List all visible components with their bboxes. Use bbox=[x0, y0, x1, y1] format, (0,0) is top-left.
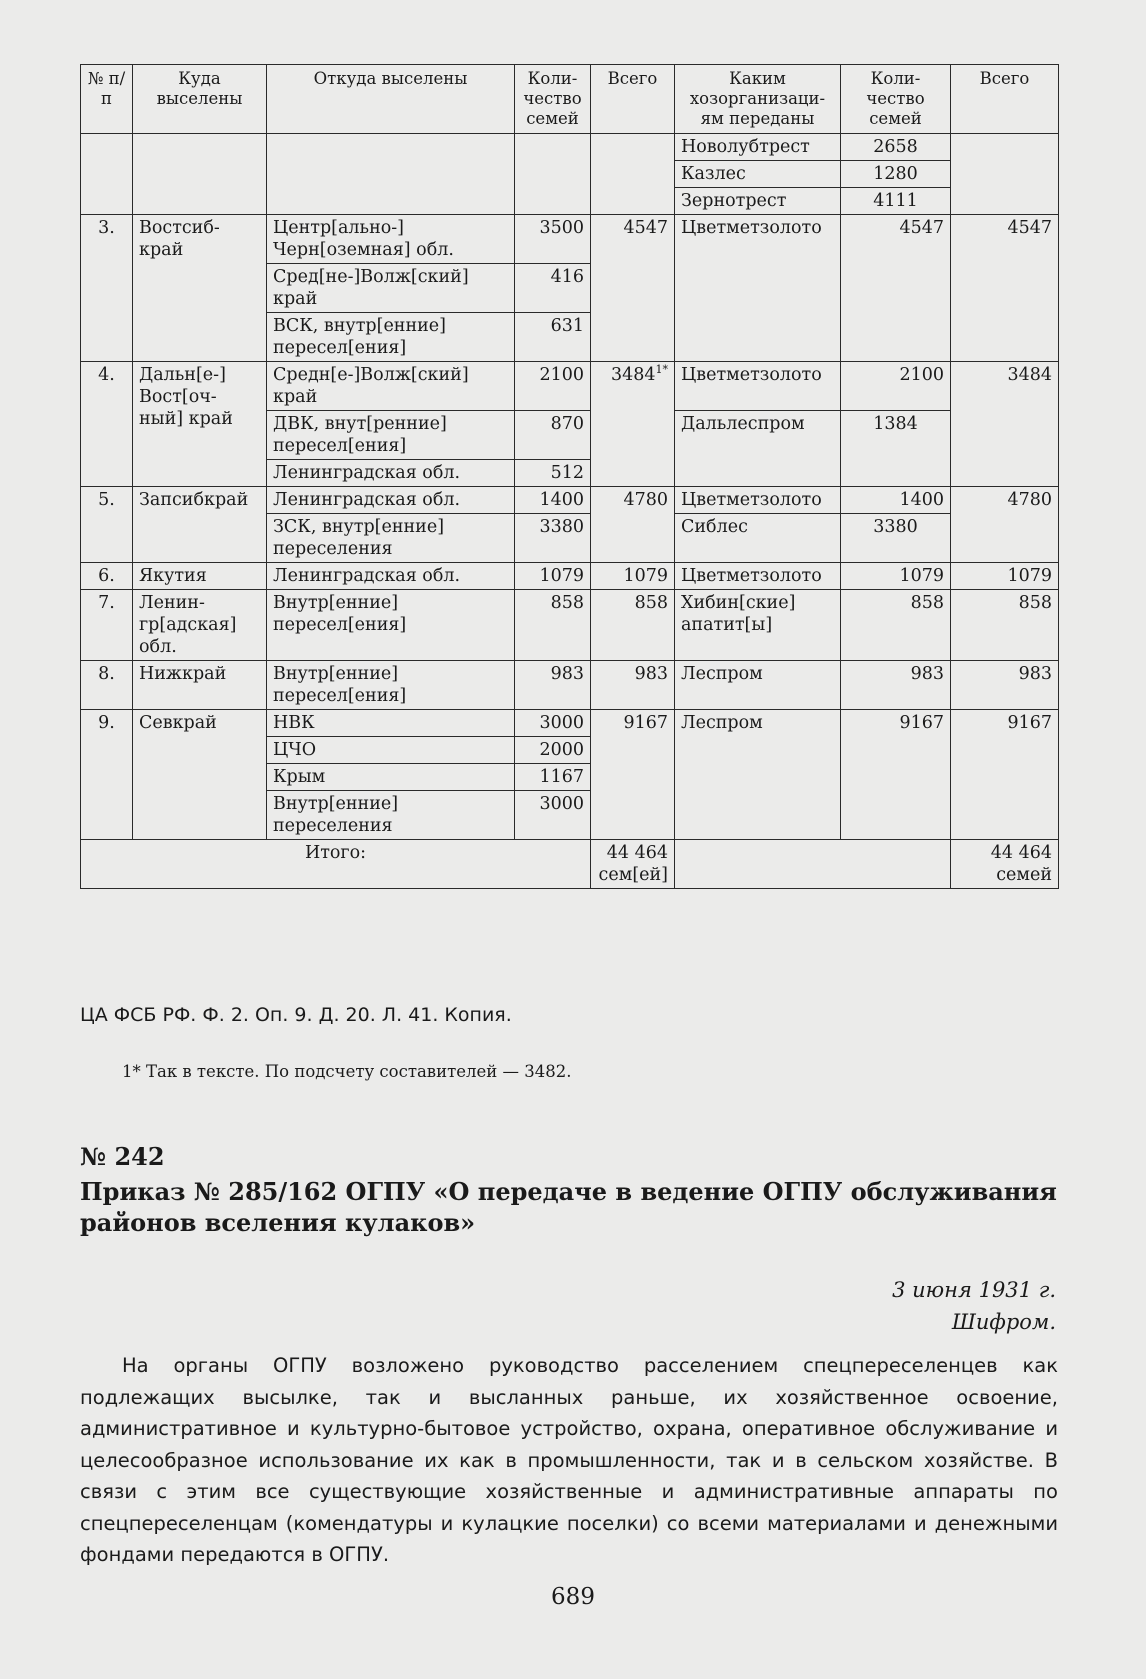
table-cell: 3380 bbox=[515, 514, 591, 563]
document-date: 3 июня 1931 г. bbox=[892, 1278, 1056, 1302]
table-cell: ВСК, внутр[енние] пересел[ения] bbox=[267, 313, 515, 362]
table-cell: 3380 bbox=[841, 514, 951, 563]
table-row bbox=[81, 487, 1059, 514]
table-cell: 2000 bbox=[515, 737, 591, 764]
table-cell: 1167 bbox=[515, 764, 591, 791]
table-cell: 858 bbox=[515, 590, 591, 661]
table-row bbox=[81, 215, 1059, 264]
table-cell: НВК bbox=[267, 710, 515, 737]
table-cell: 4547 bbox=[841, 215, 951, 362]
table-cell: ЗСК, внутр[енние] переселения bbox=[267, 514, 515, 563]
table-cell: Нижкрай bbox=[133, 661, 267, 710]
table-cell: ДВК, внут[ренние] пересел[ения] bbox=[267, 411, 515, 460]
table-cell: ЦЧО bbox=[267, 737, 515, 764]
table-cell: 3. bbox=[81, 215, 133, 362]
header-from: Откуда выселены bbox=[267, 65, 515, 134]
table-cell: Цветметзолото bbox=[675, 563, 841, 590]
footnote: 1* Так в тексте. По подсчету составителей — 3482. bbox=[122, 1062, 572, 1081]
table-cell: 9. bbox=[81, 710, 133, 840]
table-cell: Цветметзолото bbox=[675, 487, 841, 514]
table-cell: Востсиб-край bbox=[133, 215, 267, 362]
table-cell: Внутр[енние] пересел[ения] bbox=[267, 661, 515, 710]
archive-source: ЦА ФСБ РФ. Ф. 2. Оп. 9. Д. 20. Л. 41. Копия. bbox=[80, 1004, 512, 1026]
table-cell: Цветметзолото bbox=[675, 215, 841, 362]
table-cell: Внутр[енние] переселения bbox=[267, 791, 515, 840]
resettlement-table bbox=[80, 64, 1059, 889]
table-cell: 3000 bbox=[515, 710, 591, 737]
document-number: № 242 bbox=[80, 1142, 165, 1171]
table-cell: 631 bbox=[515, 313, 591, 362]
table-cell: 983 bbox=[841, 661, 951, 710]
total-value: 3484 bbox=[610, 365, 656, 385]
table-cell: 9167 bbox=[841, 710, 951, 840]
table-cell: 1079 bbox=[591, 563, 675, 590]
table-cell: 9167 bbox=[591, 710, 675, 840]
table-cell: Ленинградская обл. bbox=[267, 460, 515, 487]
table-row bbox=[81, 134, 1059, 161]
table-row bbox=[81, 661, 1059, 710]
table-cell: 5. bbox=[81, 487, 133, 563]
table-cell: 8. bbox=[81, 661, 133, 710]
table-cell bbox=[591, 362, 675, 487]
table-cell: 858 bbox=[591, 590, 675, 661]
header-total2: Всего bbox=[951, 65, 1059, 134]
footnote-marker: 1* bbox=[655, 363, 668, 377]
table-cell: 2658 bbox=[841, 134, 951, 161]
table-cell: Севкрай bbox=[133, 710, 267, 840]
table-cell: 3484 bbox=[951, 362, 1059, 487]
table-cell: Внутр[енние] пересел[ения] bbox=[267, 590, 515, 661]
totals-row bbox=[81, 840, 1059, 889]
table-cell: 3500 bbox=[515, 215, 591, 264]
header-count: Коли-чество семей bbox=[515, 65, 591, 134]
table-cell: 6. bbox=[81, 563, 133, 590]
table-cell: 4547 bbox=[951, 215, 1059, 362]
totals-value-2: 44 464 семей bbox=[951, 840, 1059, 889]
table-cell: 2100 bbox=[841, 362, 951, 411]
table-cell: 3000 bbox=[515, 791, 591, 840]
table-cell: 512 bbox=[515, 460, 591, 487]
table-cell: Центр[ально-] Черн[оземная] обл. bbox=[267, 215, 515, 264]
table-row bbox=[81, 710, 1059, 737]
header-num: № п/п bbox=[81, 65, 133, 134]
table-cell: Якутия bbox=[133, 563, 267, 590]
table-cell: Сред[не-]Волж[ский] край bbox=[267, 264, 515, 313]
table-cell: 4547 bbox=[591, 215, 675, 362]
table-cell: 1079 bbox=[841, 563, 951, 590]
table-cell: Крым bbox=[267, 764, 515, 791]
table-cell: Леспром bbox=[675, 710, 841, 840]
table-cell: 1384 bbox=[841, 411, 951, 487]
table-cell: 1400 bbox=[515, 487, 591, 514]
table-cell: 4111 bbox=[841, 188, 951, 215]
document-cipher-note: Шифром. bbox=[951, 1310, 1056, 1334]
table-cell: Дальн[е-] Вост[оч-ный] край bbox=[133, 362, 267, 487]
table-cell: 1280 bbox=[841, 161, 951, 188]
table-cell: 983 bbox=[951, 661, 1059, 710]
page-number: 689 bbox=[551, 1584, 595, 1610]
table-cell: Хибин[ские] апатит[ы] bbox=[675, 590, 841, 661]
table-cell: Зернотрест bbox=[675, 188, 841, 215]
table-cell: Ленинградская обл. bbox=[267, 563, 515, 590]
totals-value: 44 464 сем[ей] bbox=[591, 840, 675, 889]
table-cell: 4780 bbox=[951, 487, 1059, 563]
table-cell: 7. bbox=[81, 590, 133, 661]
table-cell: Цветметзолото bbox=[675, 362, 841, 411]
header-total: Всего bbox=[591, 65, 675, 134]
header-count2: Коли-чество семей bbox=[841, 65, 951, 134]
table-row bbox=[81, 590, 1059, 661]
table-cell: Средн[е-]Волж[ский] край bbox=[267, 362, 515, 411]
table-cell: 983 bbox=[591, 661, 675, 710]
document-body: На органы ОГПУ возложено руководство расселением спецпереселенцев как подлежащих высылке, так и высланных раньше, их хозяйственное освоение, административное и культурно-бытовое устройство, охрана, оперативное обслуживание и целесообразное использование их как в промышленности, так и в сельском хозяйстве. В связи с этим все существующие хозяйственные и административные аппараты по спецпереселенцам (комендатуры и кулацкие поселки) со всеми материалами и денежными фондами передаются в ОГПУ. bbox=[80, 1354, 1058, 1566]
table-cell: 858 bbox=[951, 590, 1059, 661]
table-cell: Сиблес bbox=[675, 514, 841, 563]
table-row bbox=[81, 362, 1059, 411]
table-cell: 4. bbox=[81, 362, 133, 487]
table-cell: 2100 bbox=[515, 362, 591, 411]
document-title: Приказ № 285/162 ОГПУ «О передаче в ведение ОГПУ обслуживания районов вселения кулаков» bbox=[80, 1177, 1057, 1237]
table-cell: Казлес bbox=[675, 161, 841, 188]
table-cell: Новолубтрест bbox=[675, 134, 841, 161]
table-header-row bbox=[81, 65, 1059, 134]
totals-label: Итого: bbox=[81, 840, 591, 889]
table-cell: Ленинградская обл. bbox=[267, 487, 515, 514]
table-cell: 870 bbox=[515, 411, 591, 460]
table-cell: 4780 bbox=[591, 487, 675, 563]
table-cell: 9167 bbox=[951, 710, 1059, 840]
table-cell: 416 bbox=[515, 264, 591, 313]
table-cell: 1079 bbox=[951, 563, 1059, 590]
table-cell: Дальлеспром bbox=[675, 411, 841, 487]
table-cell: Леспром bbox=[675, 661, 841, 710]
header-org: Каким хозорганизаци-ям переданы bbox=[675, 65, 841, 134]
table-cell: Ленин-гр[адская] обл. bbox=[133, 590, 267, 661]
table-row bbox=[81, 563, 1059, 590]
table-cell: 858 bbox=[841, 590, 951, 661]
table-cell: Запсибкрай bbox=[133, 487, 267, 563]
header-to: Куда выселены bbox=[133, 65, 267, 134]
table-cell: 983 bbox=[515, 661, 591, 710]
table-cell: 1079 bbox=[515, 563, 591, 590]
table-cell: 1400 bbox=[841, 487, 951, 514]
